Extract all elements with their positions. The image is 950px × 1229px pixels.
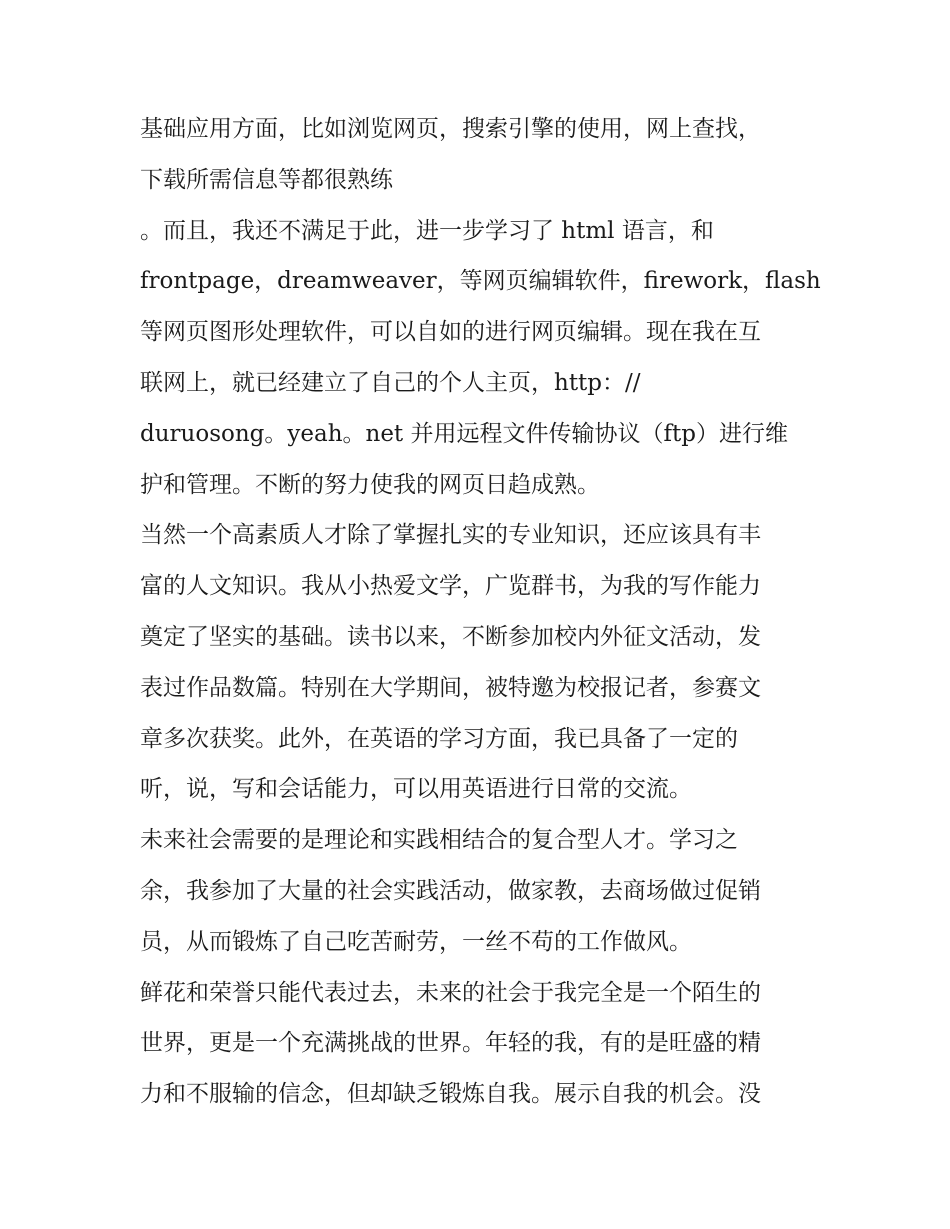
text-line: 世界，更是一个充满挑战的世界。年轻的我，有的是旺盛的精: [140, 1030, 761, 1057]
text-line: 。而且，我还不满足于此，进一步学习了 html 语言，和: [140, 217, 714, 244]
text-line: 章多次获奖。此外，在英语的学习方面，我已具备了一定的: [140, 725, 738, 752]
text-line: 护和管理。不断的努力使我的网页日趋成熟。: [140, 471, 600, 498]
text-line: 鲜花和荣誉只能代表过去，未来的社会于我完全是一个陌生的: [140, 979, 761, 1006]
text-line: 等网页图形处理软件，可以自如的进行网页编辑。现在我在互: [140, 319, 761, 346]
text-line: 联网上，就已经建立了自己的个人主页，http：//: [140, 369, 641, 396]
text-line: duruosong。yeah。net 并用远程文件传输协议（ftp）进行维: [140, 420, 788, 447]
document-body: [140, 104, 820, 1120]
text-line: frontpage，dreamweaver，等网页编辑软件，firework，flash: [140, 268, 821, 295]
text-line: 富的人文知识。我从小热爱文学，广览群书，为我的写作能力: [140, 573, 761, 600]
text-line: 奠定了坚实的基础。读书以来，不断参加校内外征文活动，发: [140, 623, 761, 650]
text-line: 下载所需信息等都很熟练: [140, 166, 393, 193]
text-line: 听，说，写和会话能力，可以用英语进行日常的交流。: [140, 776, 692, 803]
text-line: 余，我参加了大量的社会实践活动，做家教，去商场做过促销: [140, 877, 761, 904]
text-line: 基础应用方面，比如浏览网页，搜索引擎的使用，网上查找，: [140, 116, 761, 142]
text-line: 当然一个高素质人才除了掌握扎实的专业知识，还应该具有丰: [140, 522, 761, 549]
text-line: 力和不服输的信念，但却缺乏锻炼自我。展示自我的机会。没: [140, 1081, 761, 1108]
text-line: 表过作品数篇。特别在大学期间，被特邀为校报记者，参赛文: [140, 674, 761, 701]
text-line: 员，从而锻炼了自己吃苦耐劳，一丝不苟的工作做风。: [140, 928, 692, 955]
text-line: 未来社会需要的是理论和实践相结合的复合型人才。学习之: [140, 827, 738, 854]
